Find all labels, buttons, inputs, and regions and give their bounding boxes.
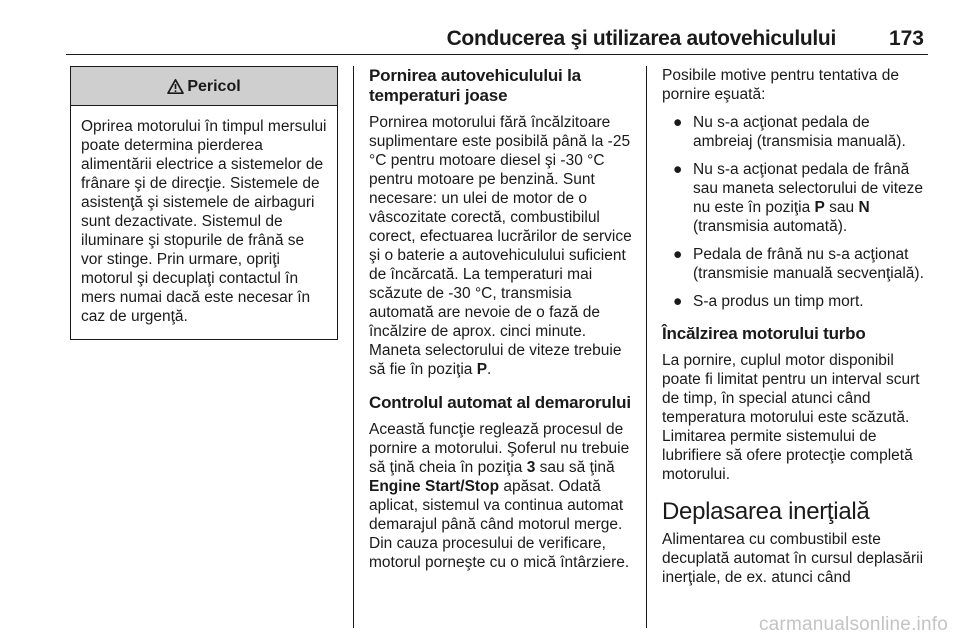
heading-coasting: Deplasarea inerţială <box>662 498 870 525</box>
warning-label: Pericol <box>187 77 241 95</box>
column-right <box>662 66 930 596</box>
heading-cold-start: Pornirea autovehiculului la temperaturi joase <box>369 66 581 105</box>
paragraph-auto-starter: Această funcţie reglează procesul de pornire a motorului. Şoferul nu trebuie să ţină cheia în poziţia 3 sau să ţină Engine Start/Stop apăsat. Odată aplicat, sistemul va continua automat demarajul până când motorul merge. Din cauza procesului de verificare, motorul porneşte cu o mică întârziere. <box>369 421 630 571</box>
failed-start-intro: Posibile motive pentru tentativa de pornire eşuată: <box>662 67 899 103</box>
paragraph-turbo: La pornire, cuplul motor disponibil poate fi limitat pentru un interval scurt de timp, în special atunci când temperatura motorului este scăzută. Limitarea permite sistemului de lubrifiere să ofere protecţie completă motorului. <box>662 352 920 483</box>
paragraph-cold-start: Pornirea motorului fără încălzitoare suplimentare este posibilă până la -25 °C pentru motoare diesel şi -30 °C pentru motoare pe benzină. Sunt necesare: un ulei de motor de o vâscozitate corectă, combustibilul corect, efectuarea lucrărilor de service şi o baterie a autovehiculului suficient de încărcată. La temperaturi mai scăzute de -30 °C, transmisia automată are nevoie de o fază de încălzire de aprox. cinci minute. Maneta selectorului de viteze trebuie să fie în poziţia P. <box>369 114 632 378</box>
list-item: ● Nu s-a acţionat pedala de frână sau maneta selectorului de viteze nu este în poziţia P sau N (transmisia automată). <box>673 161 924 235</box>
list-item: ● Pedala de frână nu s-a acţionat (transmisie manuală secvenţială). <box>673 246 924 282</box>
chapter-title: Conducerea şi utilizarea autovehiculului <box>446 27 836 50</box>
paragraph-coasting: Alimentarea cu combustibil este decuplată automat în cursul deplasării inerţiale, de ex. atunci când <box>662 531 924 586</box>
heading-turbo: Încălzirea motorului turbo <box>662 324 866 343</box>
bullet-icon: ● <box>673 293 683 310</box>
danger-triangle-icon <box>167 79 184 94</box>
warning-header <box>71 67 337 106</box>
site-watermark: carmanualsonline.info <box>758 614 948 635</box>
page-number: 173 <box>888 27 924 50</box>
warning-text: Oprirea motorului în timpul mersului poate determina pierderea alimentării electrice a sistemelor de frânare şi de direcţie. Sistemele de asistenţă şi sistemele de airbaguri sunt dezactivate. Sistemul de iluminare şi stopurile de frână se vor stinge. Prin urmare, opriţi motorul şi decuplaţi contactul în mers numai dacă este necesar în caz de urgenţă. <box>81 118 327 325</box>
bullet-icon: ● <box>673 114 683 131</box>
failed-start-list <box>662 113 930 311</box>
column-left <box>70 66 338 340</box>
danger-warning-box <box>70 66 338 340</box>
column-divider-right <box>646 66 647 628</box>
bullet-icon: ● <box>673 161 683 178</box>
column-divider-left <box>353 66 354 628</box>
column-middle <box>369 66 634 581</box>
bullet-icon: ● <box>673 246 683 263</box>
page-header <box>66 26 928 55</box>
heading-auto-starter: Controlul automat al demarorului <box>369 393 631 412</box>
list-item: ● Nu s-a acţionat pedala de ambreiaj (transmisia manuală). <box>673 114 906 150</box>
list-item: ● S-a produs un timp mort. <box>673 293 864 310</box>
